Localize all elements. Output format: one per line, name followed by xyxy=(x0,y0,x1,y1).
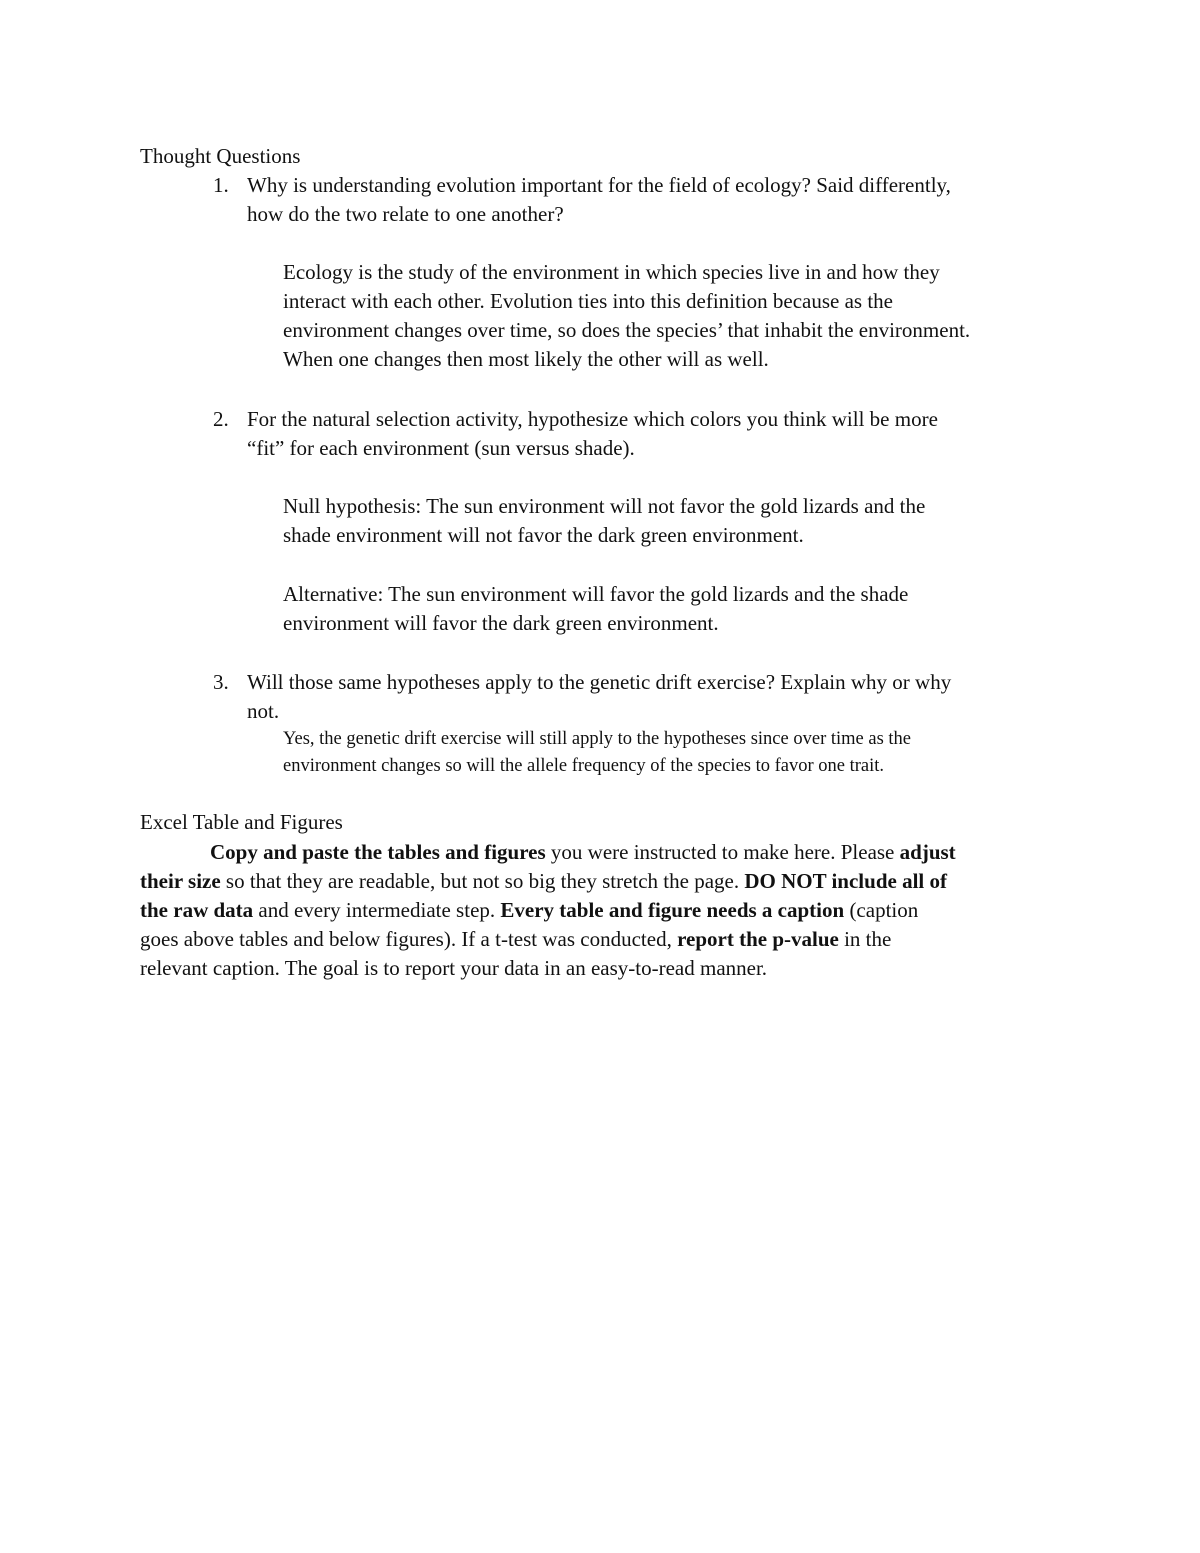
answer-1-line-1: Ecology is the study of the environment in which species live in and how they xyxy=(283,260,940,284)
instruction-text-3a: and every intermediate step. xyxy=(253,898,501,922)
alternative-hypothesis-line-1: Alternative: The sun environment will favor the gold lizards and the shade xyxy=(283,582,909,606)
instruction-bold-adjust: adjust xyxy=(899,840,956,864)
instruction-line-1 xyxy=(210,838,956,867)
alternative-hypothesis-line-2: environment will favor the dark green environment. xyxy=(283,611,719,635)
question-1-line-2: how do the two relate to one another? xyxy=(247,202,564,226)
null-hypothesis-line-2: shade environment will not favor the dark green environment. xyxy=(283,523,804,547)
instruction-text-3b: (caption xyxy=(844,898,919,922)
instruction-text-1a: you were instructed to make here. Please xyxy=(545,840,900,864)
answer-1-line-4: When one changes then most likely the other will as well. xyxy=(283,347,769,371)
instruction-bold-caption: Every table and figure needs a caption xyxy=(500,898,845,922)
question-2-line-1: For the natural selection activity, hypothesize which colors you think will be more xyxy=(247,407,938,431)
instruction-bold-p-value: report the p-value xyxy=(677,927,839,951)
answer-1-line-2: interact with each other. Evolution ties into this definition because as the xyxy=(283,289,894,313)
answer-1-line-3: environment changes over time, so does the species’ that inhabit the environment. xyxy=(283,318,971,342)
instruction-line-3 xyxy=(140,896,918,925)
answer-3-line-1: Yes, the genetic drift exercise will still apply to the hypotheses since over time as the xyxy=(283,729,911,749)
question-3-line-1: Will those same hypotheses apply to the genetic drift exercise? Explain why or why xyxy=(247,670,952,694)
instruction-bold-their-size: their size xyxy=(140,869,221,893)
question-1-line-1: Why is understanding evolution important for the field of ecology? Said differently, xyxy=(247,173,951,197)
instruction-line-4 xyxy=(140,925,891,954)
question-3-line-2: not. xyxy=(247,699,280,723)
instruction-bold-raw-data: the raw data xyxy=(140,898,254,922)
instruction-line-5 xyxy=(140,954,767,983)
instruction-text-5a: relevant caption. The goal is to report your data in an easy-to-read manner. xyxy=(140,956,768,980)
question-2-number: 2. xyxy=(213,407,229,431)
null-hypothesis-line-1: Null hypothesis: The sun environment will not favor the gold lizards and the xyxy=(283,494,926,518)
instruction-bold-copy-paste: Copy and paste the tables and figures xyxy=(210,840,546,864)
question-2-line-2: “fit” for each environment (sun versus shade). xyxy=(247,436,635,460)
instruction-text-4b: in the xyxy=(838,927,892,951)
section-heading-thought-questions: Thought Questions xyxy=(140,144,301,168)
section-heading-excel-table-and-figures: Excel Table and Figures xyxy=(140,810,343,834)
instruction-line-2 xyxy=(140,867,947,896)
instruction-text-2a: so that they are readable, but not so big they stretch the page. xyxy=(220,869,745,893)
question-3-number: 3. xyxy=(213,670,229,694)
answer-3-line-2: environment changes so will the allele frequency of the species to favor one trait. xyxy=(283,756,885,776)
instruction-text-4a: goes above tables and below figures). If a t-test was conducted, xyxy=(140,927,678,951)
question-1-number: 1. xyxy=(213,173,229,197)
instruction-bold-do-not-include: DO NOT include all of xyxy=(744,869,947,893)
